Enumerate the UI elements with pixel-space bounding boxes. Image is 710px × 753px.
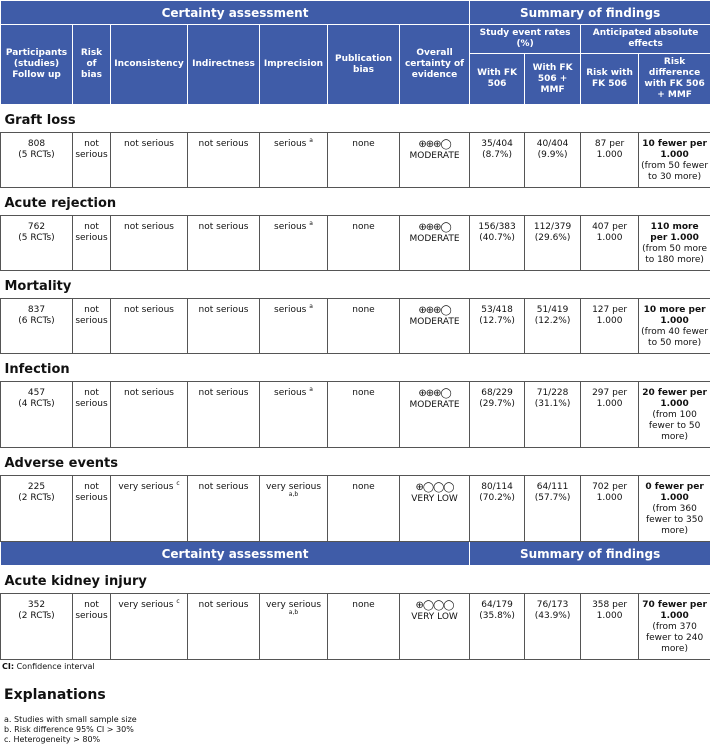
inconsistency-value: not serious [124, 222, 174, 232]
header-group-row [1, 1, 710, 25]
outcome-name: Acute kidney injury [4, 574, 147, 589]
publication-bias-cell: none [328, 382, 400, 448]
risk-fk-cell: 127 per 1.000 [581, 299, 639, 354]
studies-count: (2 RCTs) [18, 611, 55, 621]
participants-cell [1, 382, 73, 448]
rate-fk-mmf-cell [525, 594, 581, 660]
outcome-title-row [1, 271, 710, 299]
rate-fk-cell [470, 476, 525, 542]
risk-fk-cell: 297 per 1.000 [581, 382, 639, 448]
imprecision-value: serious [274, 222, 307, 232]
rate-fk-events: 156/383 [478, 222, 516, 232]
inconsistency-cell [111, 382, 188, 448]
risk-difference-cell [639, 216, 710, 271]
outcome-name: Infection [4, 362, 70, 377]
certainty-rating-icon: ⊕⊕⊕◯ [418, 222, 451, 233]
risk-fk-cell: 87 per 1.000 [581, 133, 639, 188]
overall-certainty-cell [400, 216, 470, 271]
certainty-label: VERY LOW [411, 494, 458, 504]
imprecision-cell [260, 299, 328, 354]
rate-fk-mmf-events: 51/419 [536, 305, 569, 315]
outcome-name: Acute rejection [4, 196, 117, 211]
rate-fk-mmf-cell [525, 476, 581, 542]
overall-certainty-cell [400, 133, 470, 188]
rate-fk-mmf-events: 40/404 [536, 139, 569, 149]
outcome-name: Adverse events [4, 456, 118, 471]
rate-fk-percent: (29.7%) [479, 399, 515, 409]
publication-bias-cell: none [328, 299, 400, 354]
rate-fk-mmf-percent: (57.7%) [534, 493, 571, 503]
risk-fk-cell: 407 per 1.000 [581, 216, 639, 271]
publication-bias-cell: none [328, 476, 400, 542]
summary-of-findings-header: Summary of findings [470, 542, 710, 566]
overall-certainty-cell [400, 594, 470, 660]
risk-difference-cell [639, 476, 710, 542]
risk-difference-header: Risk difference with FK 506 + MMF [639, 54, 710, 105]
ci-abbreviation: CI: [2, 662, 15, 671]
risk-of-bias-cell: not serious [73, 382, 111, 448]
absolute-effects-header: Anticipated absolute effects [581, 25, 710, 54]
certainty-label: MODERATE [409, 400, 460, 410]
imprecision-value: serious [274, 388, 307, 398]
rate-fk-percent: (8.7%) [482, 150, 512, 160]
imprecision-footnote-ref: a [309, 137, 313, 144]
inconsistency-value: not serious [124, 139, 174, 149]
studies-count: (2 RCTs) [18, 493, 55, 503]
risk-difference-range: (from 100 fewer to 50 more) [648, 410, 701, 442]
rate-fk-mmf-percent: (29.6%) [534, 233, 571, 243]
imprecision-footnote-ref: a,b [288, 491, 299, 498]
risk-difference-value: 110 more per 1.000 [650, 222, 699, 243]
risk-difference-value: 0 fewer per 1.000 [645, 482, 704, 503]
outcome-data-row [1, 594, 710, 660]
rate-fk-mmf-percent: (31.1%) [534, 399, 571, 409]
certainty-label: MODERATE [409, 317, 460, 327]
certainty-label: MODERATE [409, 151, 460, 161]
participants-count: 352 [27, 600, 46, 610]
inconsistency-value: not serious [124, 305, 174, 315]
rate-fk-mmf-percent: (12.2%) [534, 316, 571, 326]
risk-difference-cell [639, 133, 710, 188]
publication-bias-cell: none [328, 133, 400, 188]
publication-bias-header: Publication bias [328, 25, 400, 105]
risk-of-bias-header: Risk of bias [73, 25, 111, 105]
indirectness-cell: not serious [188, 133, 260, 188]
risk-difference-cell [639, 299, 710, 354]
rate-fk-mmf-cell [525, 299, 581, 354]
rate-fk-percent: (70.2%) [479, 493, 515, 503]
participants-count: 808 [27, 139, 46, 149]
imprecision-value: very serious [265, 482, 322, 492]
overall-certainty-cell [400, 299, 470, 354]
rate-fk-mmf-cell [525, 382, 581, 448]
risk-difference-cell [639, 594, 710, 660]
risk-of-bias-cell: not serious [73, 216, 111, 271]
outcome-name: Graft loss [4, 113, 76, 128]
participants-count: 762 [27, 222, 46, 232]
inconsistency-value: very serious [118, 600, 174, 610]
imprecision-value: serious [274, 139, 307, 149]
rate-fk-cell [470, 382, 525, 448]
risk-difference-range: (from 50 more to 180 more) [642, 244, 708, 265]
participants-cell [1, 299, 73, 354]
indirectness-cell: not serious [188, 382, 260, 448]
outcome-data-row [1, 133, 710, 188]
outcome-data-row [1, 476, 710, 542]
outcome-name: Mortality [4, 279, 72, 294]
certainty-rating-icon: ⊕◯◯◯ [415, 600, 454, 611]
ci-footnote [0, 662, 710, 671]
outcome-data-row [1, 299, 710, 354]
publication-bias-cell: none [328, 216, 400, 271]
with-fk-mmf-header: With FK 506 + MMF [525, 54, 581, 105]
rate-fk-events: 68/229 [481, 388, 513, 398]
indirectness-cell: not serious [188, 216, 260, 271]
studies-count: (6 RCTs) [18, 316, 55, 326]
certainty-label: VERY LOW [411, 612, 458, 622]
studies-count: (5 RCTs) [18, 233, 55, 243]
inconsistency-cell [111, 133, 188, 188]
outcome-data-row [1, 382, 710, 448]
inconsistency-value: very serious [118, 482, 174, 492]
participants-cell [1, 133, 73, 188]
studies-count: (5 RCTs) [18, 150, 55, 160]
indirectness-cell: not serious [188, 594, 260, 660]
inconsistency-footnote-ref: c [176, 598, 180, 605]
imprecision-cell [260, 594, 328, 660]
outcome-title-row [1, 354, 710, 382]
risk-fk-cell: 702 per 1.000 [581, 476, 639, 542]
participants-cell [1, 476, 73, 542]
imprecision-footnote-ref: a [309, 220, 313, 227]
inconsistency-cell [111, 476, 188, 542]
summary-of-findings-header: Summary of findings [470, 1, 710, 25]
rate-fk-percent: (40.7%) [479, 233, 515, 243]
rate-fk-percent: (35.8%) [479, 611, 515, 621]
outcome-title-row [1, 188, 710, 216]
repeated-header-row [1, 542, 710, 566]
participants-cell [1, 594, 73, 660]
rate-fk-mmf-percent: (9.9%) [537, 150, 568, 160]
risk-difference-value: 10 more per 1.000 [643, 305, 706, 326]
explanation-item: a. Studies with small sample size [4, 715, 137, 724]
rate-fk-mmf-cell [525, 216, 581, 271]
imprecision-cell [260, 476, 328, 542]
rate-fk-cell [470, 299, 525, 354]
risk-difference-value: 70 fewer per 1.000 [642, 600, 707, 621]
imprecision-footnote-ref: a,b [288, 609, 299, 616]
participants-cell [1, 216, 73, 271]
inconsistency-value: not serious [124, 388, 174, 398]
certainty-label: MODERATE [409, 234, 460, 244]
inconsistency-cell [111, 216, 188, 271]
certainty-rating-icon: ⊕⊕⊕◯ [418, 388, 451, 399]
rate-fk-events: 35/404 [481, 139, 513, 149]
risk-difference-range: (from 40 fewer to 50 more) [641, 327, 709, 348]
rate-fk-events: 53/418 [481, 305, 513, 315]
explanation-item: c. Heterogeneity > 80% [4, 735, 101, 744]
imprecision-cell [260, 216, 328, 271]
rate-fk-events: 80/114 [481, 482, 513, 492]
rate-fk-mmf-events: 76/173 [536, 600, 569, 610]
risk-of-bias-cell: not serious [73, 299, 111, 354]
risk-fk-cell: 358 per 1.000 [581, 594, 639, 660]
outcome-title-row [1, 448, 710, 476]
risk-of-bias-cell: not serious [73, 594, 111, 660]
imprecision-value: serious [274, 305, 307, 315]
imprecision-cell [260, 133, 328, 188]
study-event-rates-header: Study event rates (%) [470, 25, 581, 54]
rate-fk-percent: (12.7%) [479, 316, 515, 326]
overall-certainty-header: Overall certainty of evidence [400, 25, 470, 105]
studies-count: (4 RCTs) [18, 399, 55, 409]
indirectness-header: Indirectness [188, 25, 260, 105]
explanation-item: b. Risk difference 95% CI > 30% [4, 725, 134, 734]
imprecision-footnote-ref: a [309, 303, 313, 310]
header-columns-row [1, 25, 710, 54]
indirectness-cell: not serious [188, 299, 260, 354]
rate-fk-mmf-events: 112/379 [533, 222, 572, 232]
imprecision-header: Imprecision [260, 25, 328, 105]
risk-difference-value: 10 fewer per 1.000 [642, 139, 707, 160]
overall-certainty-cell [400, 382, 470, 448]
participants-count: 225 [27, 482, 46, 492]
outcome-data-row [1, 216, 710, 271]
explanations-list [4, 715, 710, 745]
with-fk-header: With FK 506 [470, 54, 525, 105]
certainty-rating-icon: ⊕⊕⊕◯ [418, 139, 451, 150]
risk-difference-range: (from 50 fewer to 30 more) [641, 161, 709, 182]
imprecision-cell [260, 382, 328, 448]
indirectness-cell: not serious [188, 476, 260, 542]
ci-definition: Confidence interval [16, 662, 95, 671]
rate-fk-cell [470, 133, 525, 188]
certainty-assessment-header: Certainty assessment [1, 1, 470, 25]
risk-of-bias-cell: not serious [73, 133, 111, 188]
publication-bias-cell: none [328, 594, 400, 660]
certainty-assessment-header: Certainty assessment [1, 542, 470, 566]
risk-difference-range: (from 360 fewer to 350 more) [645, 504, 704, 536]
imprecision-footnote-ref: a [309, 386, 313, 393]
inconsistency-cell [111, 299, 188, 354]
risk-difference-range: (from 370 fewer to 240 more) [645, 622, 704, 654]
risk-difference-cell [639, 382, 710, 448]
imprecision-value: very serious [265, 600, 322, 610]
overall-certainty-cell [400, 476, 470, 542]
participants-header: Participants (studies) Follow up [1, 25, 73, 105]
certainty-rating-icon: ⊕◯◯◯ [415, 482, 454, 493]
inconsistency-footnote-ref: c [176, 480, 180, 487]
risk-fk-header: Risk with FK 506 [581, 54, 639, 105]
rate-fk-cell [470, 216, 525, 271]
rate-fk-mmf-cell [525, 133, 581, 188]
participants-count: 457 [27, 388, 46, 398]
rate-fk-mmf-events: 71/228 [536, 388, 569, 398]
certainty-rating-icon: ⊕⊕⊕◯ [418, 305, 451, 316]
inconsistency-header: Inconsistency [111, 25, 188, 105]
rate-fk-mmf-percent: (43.9%) [534, 611, 571, 621]
rate-fk-cell [470, 594, 525, 660]
rate-fk-events: 64/179 [481, 600, 513, 610]
risk-of-bias-cell: not serious [73, 476, 111, 542]
risk-difference-value: 20 fewer per 1.000 [642, 388, 707, 409]
inconsistency-cell [111, 594, 188, 660]
outcome-title-row [1, 566, 710, 594]
participants-count: 837 [27, 305, 46, 315]
rate-fk-mmf-events: 64/111 [536, 482, 569, 492]
outcome-title-row [1, 105, 710, 133]
explanations-title: Explanations [4, 687, 106, 703]
